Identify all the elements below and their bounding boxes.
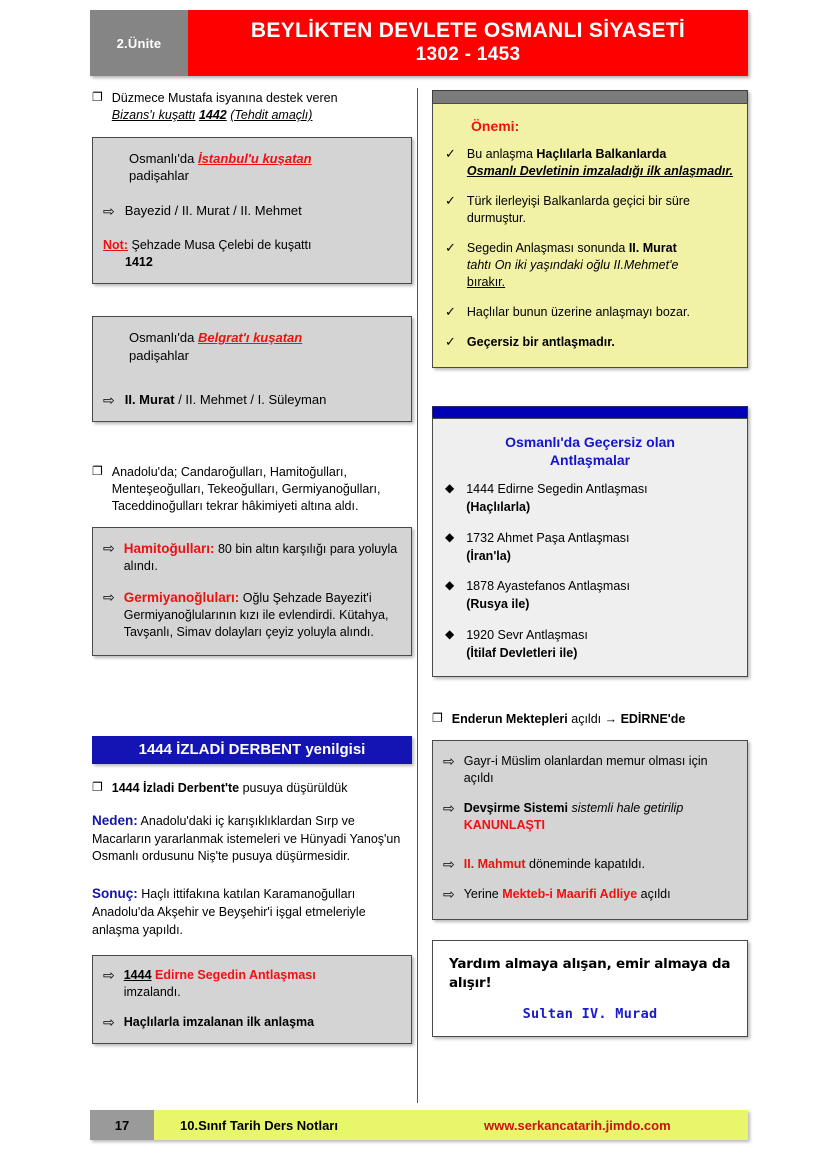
gecersiz-2-line1: 1732 Ahmet Paşa Antlaşması: [466, 530, 630, 545]
box-istanbul-note-label: Not:: [103, 238, 128, 253]
quote-box: [432, 940, 748, 1037]
izladi-title-bar: 1444 İZLADİ DERBENT yenilgisi: [92, 736, 412, 764]
enderun-item-3: [443, 856, 735, 873]
box-istanbul-siege: [92, 137, 412, 285]
check-icon: ✓: [445, 193, 456, 208]
box-istanbul-note-year: 1412: [125, 255, 153, 270]
segedin-rest: imzalandı.: [123, 985, 181, 1000]
gecersiz-1-line1: 1444 Edirne Segedin Antlaşması: [466, 482, 648, 497]
izladi-bullet-bold: 1444 İzladi Derbent'te: [111, 780, 240, 795]
footer-url[interactable]: www.serkancatarih.jimdo.com: [484, 1117, 671, 1133]
footer-page-number: 17: [90, 1110, 154, 1140]
arrow-right-icon: ⇨: [103, 967, 115, 984]
box-istanbul-note: [103, 237, 399, 271]
box-istanbul-note-text: Şehzade Musa Çelebi de kuşattı: [131, 238, 312, 253]
diamond-bullet-icon: ◆: [445, 481, 455, 496]
enderun-4-red: Mekteb-i Maarifi Adliye: [502, 886, 638, 901]
enderun-2-italic: sistemli hale getirilip: [567, 801, 684, 815]
onemi-box: [432, 90, 748, 368]
gecersiz-item-2: [445, 530, 735, 566]
segedin-item-1-text: [124, 967, 316, 1001]
page-header: [90, 10, 748, 76]
onemi-3-b: II. Murat: [628, 241, 677, 255]
beylik-item-hamitogullari: [103, 540, 399, 575]
box-belgrat-title: [129, 329, 399, 364]
enderun-heading: [432, 711, 748, 728]
enderun-heading-plain: açıldı: [567, 712, 605, 727]
onemi-title: Önemi:: [471, 118, 520, 134]
gecersiz-item-2-text: [466, 530, 629, 566]
enderun-4-plain: Yerine: [463, 886, 503, 901]
onemi-item-2: [445, 193, 733, 227]
onemi-item-4-text: Haçlılar bunun üzerine anlaşmayı bozar.: [466, 305, 690, 319]
enderun-item-1-text: Gayr-i Müslim olanlardan memur olması için açıldı: [463, 754, 708, 786]
gecersiz-item-4: [445, 627, 735, 663]
onemi-item-3-text: [467, 240, 679, 291]
arrow-right-icon: ⇨: [103, 539, 115, 556]
segedin-year: 1444: [123, 968, 152, 983]
check-icon: ✓: [445, 240, 456, 255]
arrow-right-icon: ⇨: [443, 855, 455, 872]
gecersiz-antlasmalar-box: [432, 406, 748, 677]
gecersiz-item-4-text: [466, 627, 588, 663]
column-divider: [417, 88, 418, 1103]
box-belgrat-rulers-row: [103, 392, 399, 409]
izladi-bullet: [92, 780, 412, 797]
box-belgrat-rulers: [125, 392, 327, 409]
diamond-bullet-icon: ◆: [445, 529, 455, 544]
beylik-item-text: [124, 540, 399, 575]
onemi-box-body: [432, 103, 748, 368]
page-title: [188, 10, 748, 76]
page-title-line1: BEYLİKTEN DEVLETE OSMANLI SİYASETİ: [250, 19, 686, 43]
onemi-item-4: [445, 304, 733, 321]
lead-note: [92, 90, 412, 125]
box-segedin: [92, 955, 412, 1044]
box-istanbul-rulers-row: [103, 203, 399, 220]
izladi-neden-text: Anadolu'daki iç karışıklıklardan Sırp ve Macarların yararlanmak istemeleri ve Hünyadi Yanoş'un Osmanlı ordusunu Niş'te pusuya düşürmesidir.: [92, 813, 401, 864]
beylik-label: Hamitoğulları:: [123, 540, 215, 556]
box-belgrat-ruler-rest: / II. Mehmet / I. Süleyman: [174, 392, 327, 408]
box-istanbul-title: [129, 150, 399, 185]
onemi-box-header-bar: [432, 90, 748, 103]
quote-author: Sultan IV. Murad: [522, 1005, 658, 1022]
gecersiz-2-line2: (İran'la): [466, 548, 511, 563]
enderun-item-2-text: [464, 800, 684, 834]
onemi-item-5: [445, 334, 733, 351]
enderun-2-red: KANUNLAŞTI: [463, 817, 545, 832]
segedin-item-2: [103, 1014, 399, 1031]
lead-note-line2-a: Bizans'ı kuşattı: [111, 108, 196, 123]
gecersiz-3-line2: (Rusya ile): [466, 597, 530, 612]
gecersiz-item-3: [445, 578, 735, 614]
box-belgrat-title-b: Belgrat'ı kuşatan: [197, 330, 303, 346]
beylik-item-germiyanogullari: [103, 589, 399, 641]
box-belgrat-siege: [92, 316, 412, 422]
check-icon: ✓: [445, 304, 456, 319]
box-enderun: [432, 740, 748, 919]
segedin-treaty: Edirne Segedin Antlaşması: [151, 968, 316, 983]
arrow-right-icon: →: [604, 712, 618, 727]
footer-label: 10.Sınıf Tarih Ders Notları: [180, 1117, 338, 1133]
gecersiz-item-1-text: [466, 481, 647, 517]
enderun-2-bold: Devşirme Sistemi: [463, 801, 568, 815]
page-title-line2: 1302 - 1453: [415, 44, 521, 66]
gecersiz-title-line1: Osmanlı'da Geçersiz olan: [505, 434, 675, 450]
box-istanbul-title-c: padişahlar: [129, 168, 189, 184]
unit-badge: 2.Ünite: [90, 10, 188, 76]
enderun-heading-text: [452, 711, 686, 728]
lead-note-line2-c: (Tehdit amaçlı): [230, 108, 313, 123]
box-belgrat-ruler-bold: II. Murat: [124, 392, 175, 408]
gecersiz-item-3-text: [466, 578, 630, 614]
izladi-bullet-text: [112, 780, 348, 797]
izladi-neden-label: Neden:: [92, 812, 138, 828]
onemi-3-c: tahtı On iki yaşındaki oğlu II.Mehmet'e: [466, 258, 679, 272]
onemi-item-2-text: Türk ilerleyişi Balkanlarda geçici bir süre durmuştur.: [466, 194, 690, 225]
arrow-right-icon: ⇨: [103, 1014, 115, 1031]
arrow-right-icon: ⇨: [103, 588, 115, 605]
onemi-3-d: bırakır.: [466, 275, 506, 289]
onemi-1-b: Haçlılarla Balkanlarda: [536, 147, 667, 161]
check-icon: ✓: [445, 334, 456, 349]
arrow-right-icon: ⇨: [103, 392, 115, 409]
enderun-item-2: [443, 800, 735, 834]
diamond-bullet-icon: ◆: [445, 626, 455, 641]
square-bullet-icon: ❐: [92, 464, 103, 479]
box-istanbul-rulers: Bayezid / II. Murat / II. Mehmet: [124, 202, 302, 218]
enderun-item-1: [443, 753, 735, 787]
gecersiz-item-1: [445, 481, 735, 517]
izladi-sonuc: [92, 884, 412, 939]
gecersiz-title: [445, 433, 735, 469]
izladi-neden: [92, 811, 412, 866]
beylik-desc: Oğlu Şehzade Bayezit'i Germiyanoğlularının kızı ile evlendirdi. Kütahya, Tavşanlı, Simav dolayları çeyiz yoluyla alındı.: [123, 590, 389, 640]
izladi-bullet-rest: pusuya düşürüldük: [239, 780, 348, 795]
arrow-right-icon: ⇨: [443, 885, 455, 902]
gecersiz-3-line1: 1878 Ayastefanos Antlaşması: [466, 579, 631, 594]
onemi-1-c: Osmanlı Devletinin imzaladığı ilk anlaşmadır.: [466, 164, 733, 178]
enderun-item-4-text: [464, 886, 671, 903]
enderun-4-plain2: açıldı: [637, 886, 671, 901]
beylik-item-text: [124, 589, 399, 641]
box-belgrat-title-c: padişahlar: [129, 347, 189, 363]
beylik-desc: 80 bin altın karşılığı para yoluyla alındı.: [123, 541, 398, 574]
enderun-3-red: II. Mahmut: [463, 856, 526, 871]
square-bullet-icon: ❐: [92, 779, 103, 794]
gecersiz-title-line2: Antlaşmalar: [549, 452, 631, 469]
arrow-right-icon: ⇨: [103, 202, 115, 219]
check-icon: ✓: [445, 146, 456, 161]
onemi-item-5-text: Geçersiz bir antlaşmadır.: [466, 335, 615, 349]
enderun-item-4: [443, 886, 735, 903]
box-beylikler: [92, 527, 412, 656]
quote-text: Yardım almaya alışan, emir almaya da alışır!: [449, 955, 731, 992]
gecersiz-box-header-bar: [432, 406, 748, 418]
lead-note-line2-b: 1442: [198, 108, 227, 123]
square-bullet-icon: ❐: [92, 90, 103, 104]
enderun-3-plain: döneminde kapatıldı.: [525, 856, 646, 871]
left-column: [92, 90, 412, 1044]
beylik-label: Germiyanoğluları:: [123, 589, 240, 605]
right-column: [432, 90, 748, 1037]
onemi-item-1: [445, 146, 733, 180]
diamond-bullet-icon: ◆: [445, 578, 455, 593]
enderun-item-3-text: [464, 856, 645, 873]
onemi-1-a: Bu anlaşma: [466, 147, 537, 161]
onemi-item-3: [445, 240, 733, 291]
enderun-heading-bold1: Enderun Mektepleri: [451, 712, 568, 727]
gecersiz-4-line1: 1920 Sevr Antlaşması: [466, 627, 588, 642]
arrow-right-icon: ⇨: [443, 800, 455, 816]
page-footer: [90, 1110, 748, 1140]
arrow-right-icon: ⇨: [443, 753, 455, 770]
lead-note-text: [112, 90, 338, 125]
anadolu-note: [92, 464, 412, 515]
enderun-heading-bold2: EDİRNE'de: [617, 712, 686, 727]
segedin-item-2-text: Haçlılarla imzalanan ilk anlaşma: [123, 1015, 315, 1030]
footer-main: [154, 1110, 748, 1140]
box-istanbul-title-a: Osmanlı'da: [129, 150, 195, 166]
segedin-item-1: [103, 967, 399, 1001]
gecersiz-box-body: [432, 418, 748, 677]
lead-note-line1: Düzmece Mustafa isyanına destek veren: [111, 91, 338, 105]
box-istanbul-title-b: İstanbul'u kuşatan: [197, 150, 312, 166]
anadolu-note-text: Anadolu'da; Candaroğulları, Hamitoğulları, Menteşeoğulları, Tekeoğulları, Germiyanoğulları, Taceddinoğulları tekrar hâkimiyeti altına aldı.: [111, 465, 381, 513]
square-bullet-icon: ❐: [432, 711, 443, 726]
izladi-sonuc-text: Haçlı ittifakına katılan Karamanoğulları Anadolu'da Akşehir ve Beyşehir'i işgal etmeleriyle anlaşma yapıldı.: [92, 887, 366, 937]
onemi-item-1-text: [467, 146, 733, 180]
gecersiz-4-line2: (İtilaf Devletleri ile): [466, 645, 578, 660]
box-belgrat-title-a: Osmanlı'da: [129, 330, 195, 346]
onemi-3-a: Segedin Anlaşması sonunda: [466, 241, 629, 255]
izladi-sonuc-label: Sonuç:: [92, 886, 138, 902]
gecersiz-1-line2: (Haçlılarla): [466, 500, 531, 515]
